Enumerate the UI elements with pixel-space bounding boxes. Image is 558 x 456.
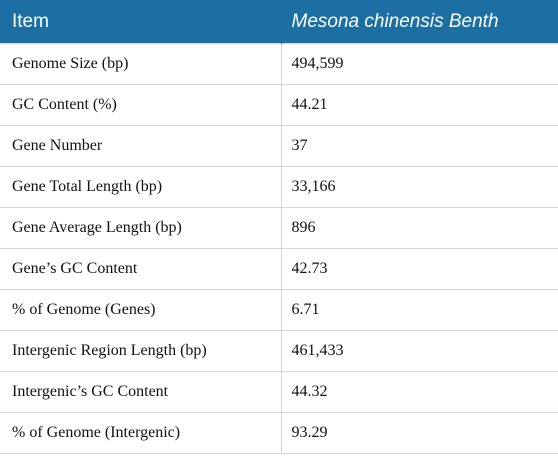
table-row — [0, 290, 558, 331]
row-value: 93.29 — [281, 413, 558, 454]
table-row — [0, 208, 558, 249]
row-value: 44.21 — [281, 85, 558, 126]
row-value: 494,599 — [281, 44, 558, 85]
row-value: 44.32 — [281, 372, 558, 413]
column-header-species: Mesona chinensis Benth — [281, 0, 558, 44]
row-value: 37 — [281, 126, 558, 167]
row-value: 42.73 — [281, 249, 558, 290]
table-body — [0, 44, 558, 454]
table-row — [0, 167, 558, 208]
row-label: GC Content (%) — [0, 85, 281, 126]
row-value: 6.71 — [281, 290, 558, 331]
row-label: Intergenic’s GC Content — [0, 372, 281, 413]
row-value: 896 — [281, 208, 558, 249]
row-label: Gene Average Length (bp) — [0, 208, 281, 249]
table-row — [0, 44, 558, 85]
header-row — [0, 0, 558, 44]
row-label: Gene’s GC Content — [0, 249, 281, 290]
table-header — [0, 0, 558, 44]
row-label: Genome Size (bp) — [0, 44, 281, 85]
table-row — [0, 249, 558, 290]
table-row — [0, 413, 558, 454]
table-row — [0, 372, 558, 413]
row-label: Gene Total Length (bp) — [0, 167, 281, 208]
column-header-item: Item — [0, 0, 281, 44]
row-label: Intergenic Region Length (bp) — [0, 331, 281, 372]
row-label: Gene Number — [0, 126, 281, 167]
row-label: % of Genome (Intergenic) — [0, 413, 281, 454]
row-label: % of Genome (Genes) — [0, 290, 281, 331]
table-row — [0, 85, 558, 126]
table-row — [0, 126, 558, 167]
table-row — [0, 331, 558, 372]
row-value: 461,433 — [281, 331, 558, 372]
row-value: 33,166 — [281, 167, 558, 208]
